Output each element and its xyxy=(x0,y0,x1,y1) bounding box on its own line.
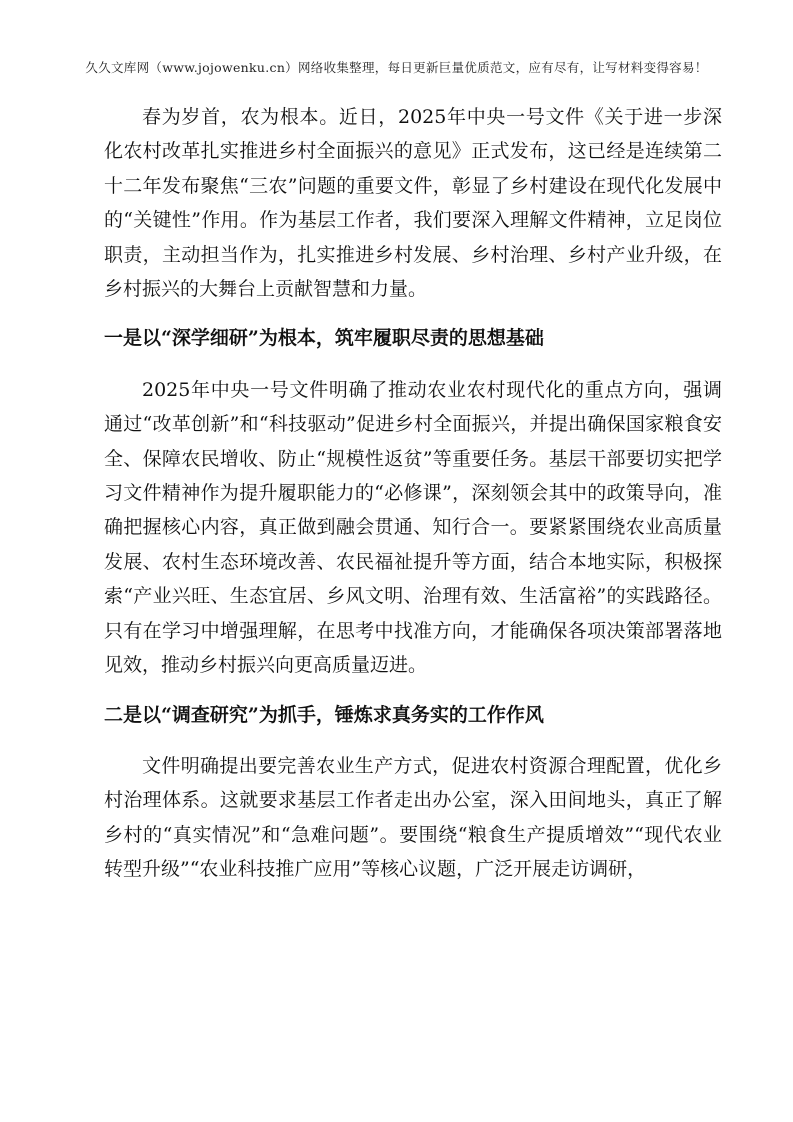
spacer xyxy=(104,732,722,749)
section-paragraph-1: 2025年中央一号文件明确了推动农业农村现代化的重点方向，强调通过“改革创新”和“科技驱动”促进乡村全面振兴，并提出确保国家粮食安全、保障农民增收、防止“规模性返贫”等重要任务。基层干部要切实把学习文件精神作为提升履职能力的“必修课”，深刻领会其中的政策导向，准确把握核心内容，真正做到融会贯通、知行合一。要紧紧围绕农业高质量发展、农村生态环境改善、农民福祉提升等方面，结合本地实际，积极探索“产业兴旺、生态宜居、乡风文明、治理有效、生活富裕”的实践路径。只有在学习中增强理解，在思考中找准方向，才能确保各项决策部署落地见效，推动乡村振兴向更高质量迈进。 xyxy=(104,378,722,677)
section-heading-1: 一是以“深学细研”为根本，筑牢履职尽责的思想基础 xyxy=(104,327,544,350)
spacer xyxy=(104,356,722,373)
document-body xyxy=(104,100,722,887)
intro-paragraph: 春为岁首，农为根本。近日，2025年中央一号文件《关于进一步深化农村改革扎实推进乡村全面振兴的意见》正式发布，这已经是连续第二十二年发布聚焦“三农”问题的重要文件，彰显了乡村建设在现代化发展中的“关键性”作用。作为基层工作者，我们要深入理解文件精神，立足岗位职责，主动担当作为，扎实推进乡村发展、乡村治理、乡村产业升级，在乡村振兴的大舞台上贡献智慧和力量。 xyxy=(104,106,722,301)
page-header-banner: 久久文库网（www.jojowenku.cn）网络收集整理，每日更新巨量优质范文，应有尽有，让写材料变得容易！ xyxy=(85,60,708,75)
spacer xyxy=(104,683,722,698)
section-heading-2: 二是以“调查研究”为抓手，锤炼求真务实的工作作风 xyxy=(104,703,544,726)
section-paragraph-2: 文件明确提出要完善农业生产方式，促进农村资源合理配置，优化乡村治理体系。这就要求基层工作者走出办公室，深入田间地头，真正了解乡村的“真实情况”和“急难问题”。要围绕“粮食生产提质增效”“现代农业转型升级”“农业科技推广应用”等核心议题，广泛开展走访调研， xyxy=(104,754,722,881)
spacer xyxy=(104,306,722,321)
